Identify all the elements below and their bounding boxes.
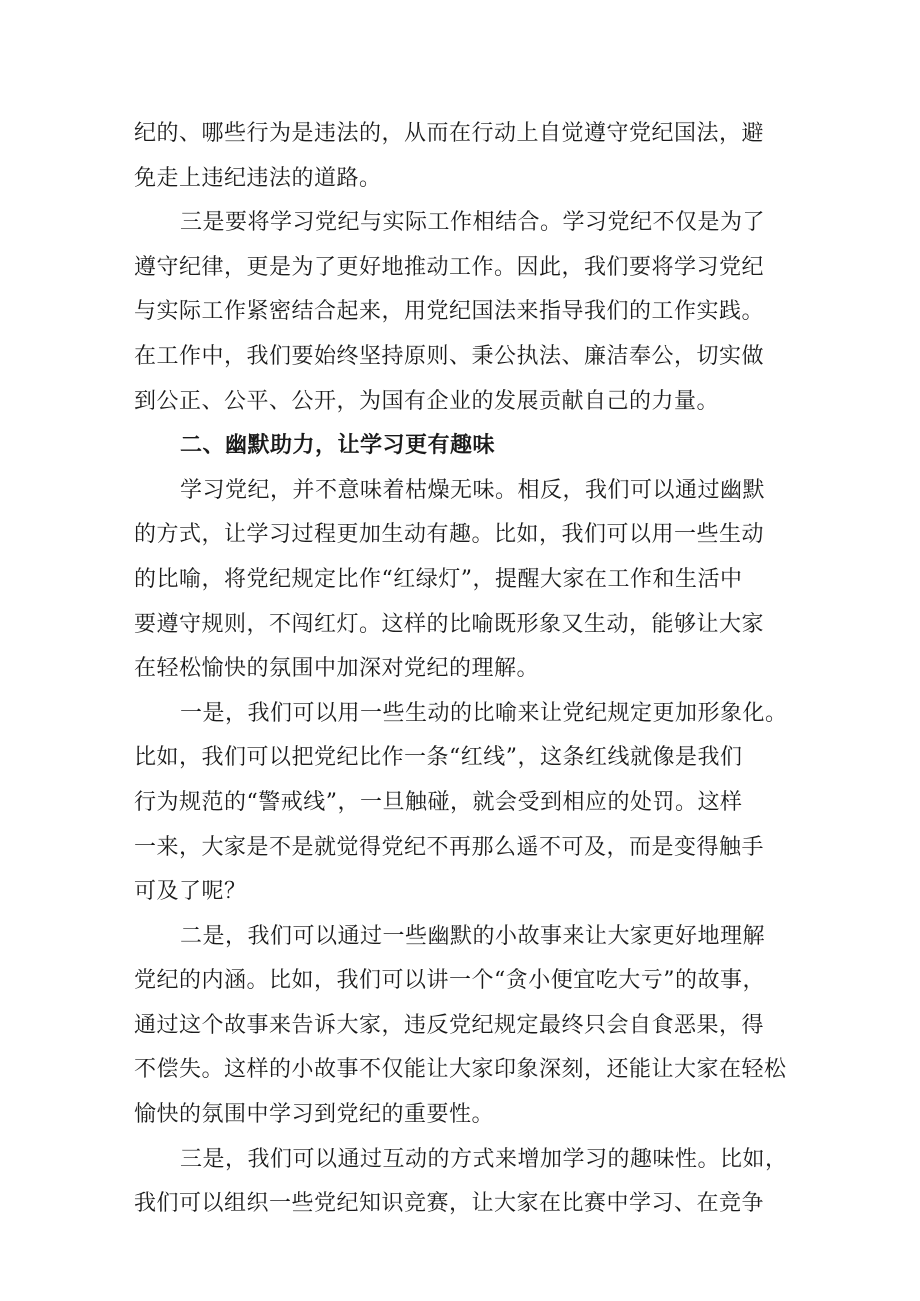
document-body	[134, 112, 798, 1227]
heading-text: 二、幽默助力，让学习更有趣味	[180, 433, 496, 459]
text-line: 免走上违纪违法的道路。	[134, 165, 382, 191]
paragraph	[134, 469, 798, 692]
text-line: 与实际工作紧密结合起来，用党纪国法来指导我们的工作实践。	[134, 299, 765, 325]
text-line: 比如，我们可以把党纪比作一条“红线”，这条红线就像是我们	[134, 745, 743, 771]
text-line: 在工作中，我们要始终坚持原则、秉公执法、廉洁奉公，切实做	[134, 343, 765, 369]
text-line: 一是，我们可以用一些生动的比喻来让党纪规定更加形象化。	[180, 700, 788, 726]
paragraph	[134, 915, 798, 1138]
text-line: 遵守纪律，更是为了更好地推动工作。因此，我们要将学习党纪	[134, 254, 765, 280]
paragraph	[134, 1138, 798, 1227]
text-line: 的比喻，将党纪规定比作“红绿灯”，提醒大家在工作和生活中	[134, 566, 743, 592]
text-line: 要遵守规则，不闯红灯。这样的比喻既形象又生动，能够让大家	[134, 611, 765, 637]
text-line: 三是，我们可以通过互动的方式来增加学习的趣味性。比如，	[180, 1146, 788, 1172]
text-line: 我们可以组织一些党纪知识竞赛，让大家在比赛中学习、在竞争	[134, 1191, 765, 1217]
text-line: 的方式，让学习过程更加生动有趣。比如，我们可以用一些生动	[134, 522, 765, 548]
text-line: 三是要将学习党纪与实际工作相结合。学习党纪不仅是为了	[180, 210, 766, 236]
text-line: 通过这个故事来告诉大家，违反党纪规定最终只会自食恶果，得	[134, 1012, 765, 1038]
text-line: 不偿失。这样的小故事不仅能让大家印象深刻，还能让大家在轻松	[134, 1057, 787, 1083]
text-line: 党纪的内涵。比如，我们可以讲一个“贪小便宜吃大亏”的故事，	[134, 968, 765, 994]
section-heading	[134, 424, 798, 469]
text-line: 二是，我们可以通过一些幽默的小故事来让大家更好地理解	[180, 923, 766, 949]
text-line: 在轻松愉快的氛围中加深对党纪的理解。	[134, 656, 540, 682]
paragraph	[134, 201, 798, 424]
text-line: 到公正、公平、公开，为国有企业的发展贡献自己的力量。	[134, 388, 720, 414]
paragraph-continuation	[134, 112, 798, 201]
text-line: 行为规范的“警戒线”，一旦触碰，就会受到相应的处罚。这样	[134, 789, 743, 815]
paragraph	[134, 692, 798, 915]
text-line: 愉快的氛围中学习到党纪的重要性。	[134, 1102, 495, 1128]
text-line: 一来，大家是不是就觉得党纪不再那么遥不可及，而是变得触手	[134, 834, 765, 860]
text-line: 纪的、哪些行为是违法的，从而在行动上自觉遵守党纪国法，避	[134, 121, 765, 146]
text-line: 可及了呢？	[134, 879, 247, 905]
text-line: 学习党纪，并不意味着枯燥无味。相反，我们可以通过幽默	[180, 477, 766, 503]
